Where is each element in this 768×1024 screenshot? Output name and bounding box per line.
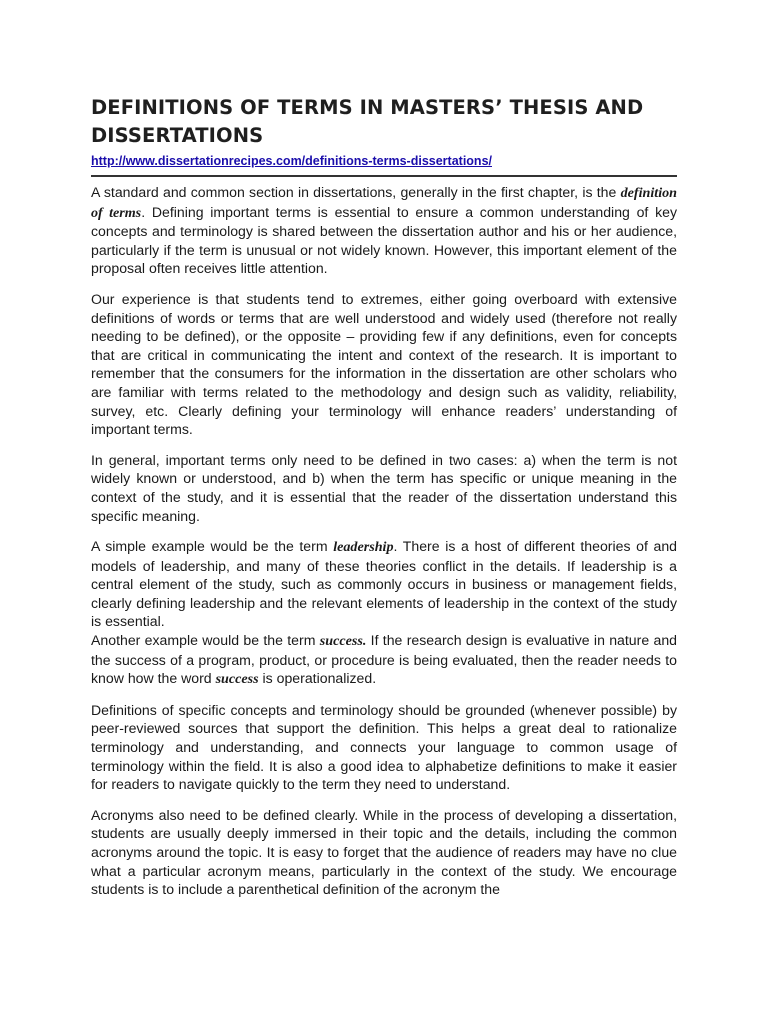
emphasis-term: success	[215, 671, 259, 688]
document-page	[91, 94, 677, 911]
emphasis-term: success.	[319, 633, 367, 650]
paragraph-sources: Definitions of specific concepts and terminology should be grounded (whenever possible) by peer-reviewed sources that support the definition. This helps a great deal to rationalize terminology and understanding, and connects your language to common usage of terminology within the field. It is also a good idea to alphabetize definitions to make it easier for readers to navigate quickly to the term they need to understand.	[91, 701, 677, 793]
paragraph-intro: A standard and common section in dissertations, generally in the first chapter, is the definition of terms. Defining important terms is essential to ensure a common understanding of key concepts and terminology is shared between the dissertation author and his or her audience, particularly if the term is unusual or not widely known. However, this important element of the proposal often receives little attention.	[91, 184, 677, 277]
title-divider	[91, 175, 677, 177]
emphasis-term: leadership	[333, 539, 394, 556]
paragraph-general: In general, important terms only need to be defined in two cases: a) when the term is not widely known or understood, and b) when the term has specific or unique meaning in the context of the study, and it is essential that the reader of the dissertation understand this specific meaning.	[91, 451, 677, 524]
source-link[interactable]: http://www.dissertationrecipes.com/definitions-terms-dissertations/	[91, 154, 492, 168]
emphasis-term: definition of terms	[91, 185, 677, 221]
document-title: DEFINITIONS OF TERMS IN MASTERS’ THESIS AND DISSERTATIONS	[91, 96, 644, 147]
paragraph-experience: Our experience is that students tend to extremes, either going overboard with extensive definitions of words or terms that are well understood and widely used (therefore not really needing to be defined), or the opposite – providing few if any definitions, even for concepts that are critical in communicating the intent and context of the research. It is important to remember that the consumers for the information in the dissertation are other scholars who are familiar with terms related to the methodology and design such as validity, reliability, survey, etc. Clearly defining your terminology will enhance readers’ understanding of important terms.	[91, 290, 677, 438]
paragraph-success-example: Another example would be the term success. If the research design is evaluative in nature and the success of a program, product, or procedure is being evaluated, then the reader needs to know how the word success is operationalized.	[91, 632, 677, 688]
paragraph-leadership-example: A simple example would be the term leadership. There is a host of different theories of and models of leadership, and many of these theories conflict in the details. If leadership is a central element of the study, such as commonly occurs in business or management fields, clearly defining leadership and the relevant elements of leadership in the context of the study is essential.	[91, 538, 677, 630]
paragraph-acronyms: Acronyms also need to be defined clearly. While in the process of developing a dissertation, students are usually deeply immersed in their topic and the details, including the common acronyms around the topic. It is easy to forget that the audience of readers may have no clue what a particular acronym means, particularly in the context of the study. We encourage students is to include a parenthetical definition of the acronym the	[91, 806, 677, 898]
